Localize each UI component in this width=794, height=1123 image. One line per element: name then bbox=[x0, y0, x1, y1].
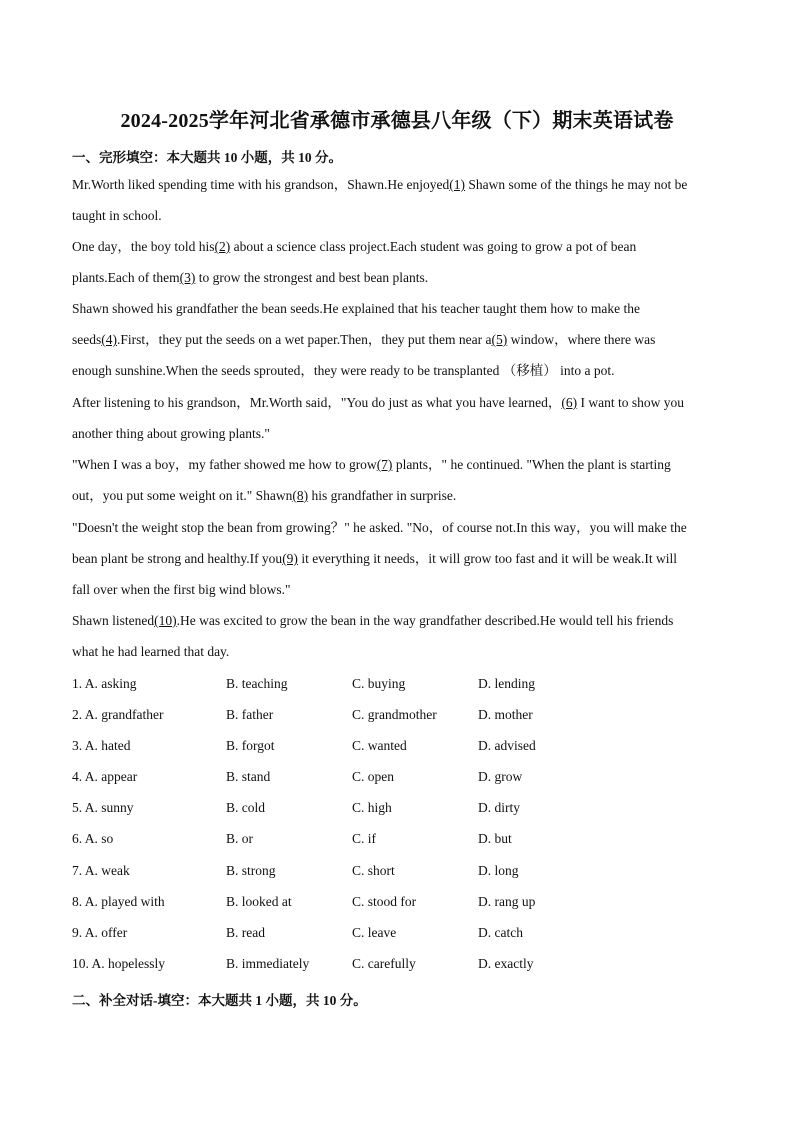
passage-text: fall over when the first big wind blows." bbox=[72, 582, 291, 597]
option-choice: 10. A. hopelessly bbox=[72, 955, 165, 971]
passage-text: After listening to his grandson，Mr.Worth said，"You do just as what you have learned， bbox=[72, 395, 562, 410]
passage-text: window，where there was bbox=[507, 332, 656, 347]
option-row bbox=[72, 857, 722, 888]
passage-text: what he had learned that day. bbox=[72, 644, 230, 659]
option-choice: 9. A. offer bbox=[72, 924, 128, 940]
option-choice: D. rang up bbox=[478, 893, 536, 909]
option-choice: D. lending bbox=[478, 676, 535, 691]
option-choice: C. leave bbox=[352, 924, 397, 940]
option-choice: C. if bbox=[352, 831, 377, 847]
option-row bbox=[72, 794, 722, 825]
passage-text: Shawn showed his grandfather the bean seeds.He explained that his teacher taught them how to make the bbox=[72, 301, 640, 316]
option-choice: D. catch bbox=[478, 924, 523, 940]
passage-text: his grandfather in surprise. bbox=[308, 488, 457, 503]
option-choice: 2. A. grandfather bbox=[72, 707, 164, 723]
passage-text: to grow the strongest and best bean plants. bbox=[195, 270, 429, 285]
option-choice: D. mother bbox=[478, 707, 533, 723]
text-line bbox=[72, 169, 722, 200]
option-choice: B. read bbox=[226, 924, 265, 940]
option-row bbox=[72, 919, 722, 950]
option-row bbox=[72, 825, 722, 856]
passage-text: "When I was a boy，my father showed me how to grow bbox=[72, 457, 377, 472]
option-row bbox=[72, 763, 722, 794]
text-line bbox=[72, 449, 722, 480]
blank-number: (4) bbox=[101, 332, 117, 347]
blank-number: (3) bbox=[179, 270, 196, 285]
blank-number: (5) bbox=[491, 332, 508, 347]
text-line bbox=[72, 262, 722, 293]
passage-text: plants，" he continued. "When the plant is starting bbox=[392, 457, 671, 472]
paragraph-1 bbox=[72, 169, 722, 231]
option-choice: 3. A. hated bbox=[72, 738, 131, 754]
option-choice: 1. A. asking bbox=[72, 676, 137, 691]
passage-text: seeds bbox=[72, 332, 102, 347]
option-choice: C. high bbox=[352, 800, 392, 816]
option-choice: B. strong bbox=[226, 862, 276, 878]
option-row bbox=[72, 950, 722, 981]
options-list bbox=[72, 670, 722, 981]
text-line bbox=[72, 355, 722, 386]
passage-text: I want to show you bbox=[577, 395, 684, 410]
option-choice: D. dirty bbox=[478, 800, 520, 816]
option-choice: D. grow bbox=[478, 769, 523, 785]
blank-number: (8) bbox=[292, 488, 309, 503]
passage-text: it everything it needs，it will grow too fast and it will be weak.It will bbox=[297, 551, 677, 566]
passage-text: plants.Each of them bbox=[72, 270, 180, 285]
blank-number: (10) bbox=[154, 613, 177, 628]
option-choice: D. but bbox=[478, 831, 512, 847]
passage-text: Mr.Worth liked spending time with his grandson，Shawn.He enjoyed bbox=[72, 177, 450, 192]
option-row bbox=[72, 888, 722, 919]
option-choice: C. buying bbox=[352, 676, 406, 691]
text-line bbox=[72, 293, 722, 324]
section-heading-dialogue: 二、补全对话-填空：本大题共 1 小题，共 10 分。 bbox=[72, 993, 367, 1008]
option-choice: D. exactly bbox=[478, 955, 534, 971]
option-choice: B. or bbox=[226, 831, 253, 847]
passage-text: .First，they put the seeds on a wet paper.Then，they put them near a bbox=[117, 332, 492, 347]
option-choice: B. forgot bbox=[226, 738, 275, 754]
option-choice: B. father bbox=[226, 707, 274, 723]
text-line bbox=[72, 200, 722, 231]
text-line bbox=[72, 231, 722, 262]
option-choice: 7. A. weak bbox=[72, 862, 130, 878]
passage-text: bean plant be strong and healthy.If you bbox=[72, 551, 283, 566]
text-line bbox=[72, 605, 722, 636]
text-line bbox=[72, 387, 722, 418]
option-choice: C. grandmother bbox=[352, 707, 437, 723]
passage-text: out，you put some weight on it." Shawn bbox=[72, 488, 293, 503]
passage-text: "Doesn't the weight stop the bean from growing？" he asked. "No，of course not.In this way，you will make the bbox=[72, 520, 687, 535]
passage-text: about a science class project.Each student was going to grow a pot of bean bbox=[230, 239, 637, 254]
page-title: 2024-2025学年河北省承德市承德县八年级（下）期末英语试卷 bbox=[120, 110, 674, 132]
option-choice: B. immediately bbox=[226, 955, 310, 971]
text-line bbox=[72, 543, 722, 574]
text-line bbox=[72, 324, 722, 355]
blank-number: (1) bbox=[449, 177, 465, 192]
option-choice: C. wanted bbox=[352, 738, 407, 754]
paragraph-2 bbox=[72, 231, 722, 293]
text-line bbox=[72, 512, 722, 543]
blank-number: (6) bbox=[561, 395, 578, 410]
option-row bbox=[72, 701, 722, 732]
paragraph-3 bbox=[72, 293, 722, 386]
text-line bbox=[72, 480, 722, 511]
blank-number: (2) bbox=[214, 239, 231, 254]
section-heading-cloze: 一、完形填空：本大题共 10 小题，共 10 分。 bbox=[72, 150, 342, 165]
paragraph-5 bbox=[72, 449, 722, 511]
option-choice: B. looked at bbox=[226, 893, 292, 909]
passage-text: .He was excited to grow the bean in the way grandfather described.He would tell his friends bbox=[176, 613, 674, 628]
option-row bbox=[72, 732, 722, 763]
option-choice: C. open bbox=[352, 769, 394, 785]
option-choice: D. advised bbox=[478, 738, 536, 754]
option-choice: C. carefully bbox=[352, 955, 416, 971]
option-row bbox=[72, 670, 722, 701]
option-choice: C. stood for bbox=[352, 893, 417, 909]
passage-text: taught in school. bbox=[72, 208, 162, 223]
option-choice: C. short bbox=[352, 862, 395, 878]
option-choice: 5. A. sunny bbox=[72, 800, 134, 816]
blank-number: (9) bbox=[282, 551, 298, 566]
option-choice: 4. A. appear bbox=[72, 769, 138, 785]
text-line bbox=[72, 418, 722, 449]
option-choice: D. long bbox=[478, 862, 519, 878]
blank-number: (7) bbox=[376, 457, 393, 472]
option-choice: 8. A. played with bbox=[72, 893, 165, 909]
passage-text: One day，the boy told his bbox=[72, 239, 215, 254]
passage-text: Shawn listened bbox=[72, 613, 155, 628]
option-choice: B. cold bbox=[226, 800, 265, 816]
option-choice: B. stand bbox=[226, 769, 271, 785]
text-line bbox=[72, 636, 722, 667]
paragraph-6 bbox=[72, 512, 722, 605]
passage-text: another thing about growing plants." bbox=[72, 426, 270, 441]
option-choice: 6. A. so bbox=[72, 831, 114, 847]
paragraph-7 bbox=[72, 605, 722, 667]
passage-text: enough sunshine.When the seeds sprouted，they were ready to be transplanted （移植） into a pot. bbox=[72, 363, 615, 378]
option-choice: B. teaching bbox=[226, 676, 288, 691]
text-line bbox=[72, 574, 722, 605]
paragraph-4 bbox=[72, 387, 722, 449]
passage-text: Shawn some of the things he may not be bbox=[465, 177, 688, 192]
